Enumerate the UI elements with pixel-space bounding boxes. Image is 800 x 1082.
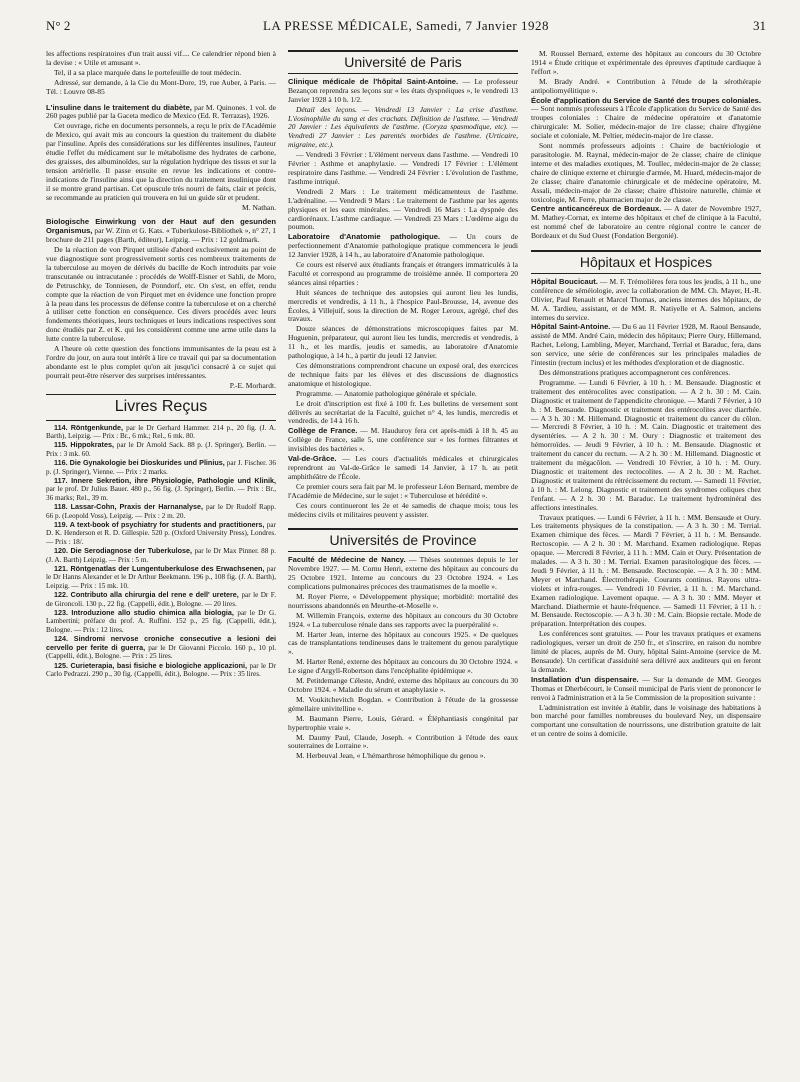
- news-body: Douze séances de démonstrations microscopiques faites par M. Huguenin, préparateur, qui auront lieu les lundis, mercredis et vendredis, à 11 h., et les mardis, jeudis et samedis, au laboratoire d'Anatomie pathologique, à 14 h., à partir du jeudi 12 Janvier.: [288, 324, 518, 361]
- theses-list: [288, 593, 518, 761]
- livres-recus-title: Livres Reçus: [114, 397, 208, 415]
- review-signature: P.-E. Morhardt.: [229, 380, 276, 390]
- book-ref: par le Dr F. de Gironcoli. 130 p., 22 fig. (Cappelli, édit.), Bologne. — 20 lires.: [46, 591, 277, 608]
- book-entry: [46, 441, 276, 458]
- intro-para: les affections respiratoires d'un trait aussi vif.... Ce calendrier répond bien à la devise : « Utile et amusant ».: [46, 49, 276, 67]
- book-ref: par J. Fischer. 36 p. (J. Springer), Vienne. — Prix : 2 marks.: [46, 459, 276, 476]
- book-title: 117. Innere Sekretion, ihre Physiologie, Pathologie und Klinik,: [54, 475, 276, 485]
- universite-paris-title: Université de Paris: [344, 54, 462, 70]
- review-head: par M. Quinones. 1 vol. de 260 pages publié par la Gaceta medico de Mexico (Ed. R. Terrazas), 1926.: [46, 102, 277, 121]
- book-ref: par le Dr G. Lambertini; préface du prof. A. Ruffini. 152 p., 25 fig. (Cappelli, édit.), Bologne. — Prix : 12 lires.: [46, 609, 276, 634]
- review-title: L'insuline dans le traitement du diabète,: [46, 102, 192, 112]
- column-2: [288, 50, 518, 762]
- book-title: 114. Röntgenkunde,: [54, 422, 127, 432]
- book-entry: [46, 521, 276, 546]
- news-body: Programme. — Lundi 6 Février, à 10 h. : M. Bensaude. Diagnostic et traitement des entérocolites avec constipation. — A 2 h. 30 : M. Cain. Diagnostic et traitement de l'appendicite chronique. — Mardi 7 Février, à 10 h. : M. Bensaude. Diagnostic et traitement des entérocolites avec diarrhée. — A 3 h. 30 : M. Hillemand. Diagnostic et traitement du cancer du côlon. — Mercredi 8 Février, à 10 h. : M. Cain. Diagnostic et traitement des dysentéries. — A 2 h. 30 : M. Oury : Diagnostic et traitement des hémorroïdes. — Jeudi 9 Février, à 10 h. : M. Bensaude. Diagnostic et traitement du cancer du rectum. — A 2 h. 30 : M. Hillemand. Diagnostic et traitement du mégacôlon. — Vendredi 10 Février, à 10 h. : M. Oury. Diagnostic et traitement des rectocolites. — A 2 h. 30 : M. Rachet. Diagnostic et traitement du rétrécissement du rectum. — Samedi 11 Février, à 10 h. : M. Lelong. Diagnostic et traitement des syndromes coliques chez l'enfant. — A 2 h. 30 : M. Baraduc. Le traitement hydrominéral des affections intestinales.: [531, 377, 761, 512]
- news-title: Laboratoire d'Anatomie pathologique.: [288, 232, 441, 242]
- review-head: par W. Zinn et G. Kats. « Tuberkulose-Bibliothek », n° 27, 1 brochure de 211 pages (Barth, éditeur), Leipzig. — Prix : 12 goldmark.: [46, 226, 276, 245]
- news-body: — Les cours d'actualités médicales et chirurgicales reprendront au Val-de-Grâce le samedi 14 Janvier, à 17 h. au petit amphithéâtre de l'École.: [288, 454, 518, 481]
- book-entry: [46, 477, 276, 502]
- book-ref: par le Dr Hanns Alexander et le Dr Arthur Beekmann. 196 p., 108 fig. (J. A. Barth), Leipzig. — Prix : 15 mk. 10.: [46, 565, 276, 590]
- news-body: Travaux pratiques. — Lundi 6 Février, à 11 h. : MM. Bensaude et Oury. Les traitements physiques de la constipation. — A 3 h. 30 : M. Terrial. Examen chimique des fèces. — Mardi 7 Février, à 11 h. : M. Bensaude. Rectoscopie. — A 2 h. 30 : M. Marchand. Examen radiologique. Repas opaque. — Mercredi 8 Février, à 11 h. : MM. Cain et Oury. Présentation de malades. — A 3 h. 30 : M. Terrial. Examen parasitologique des fèces. — Jeudi 9 Février, à 11 h. : M. Bensaude. Rectoscopie. — A 3 h. 30 : MM. Meyer et Marchand. Électrothérapie. Courants continus. Rayons ultra-violets et infra-rouges. — Vendredi 10 Février, à 11 h. : M. Marchand. Examen radiologique. Lavement opaque. — A 3 h. 30 : MM. Meyer et Marchand. Diathermie et haute-fréquence. — Samedi 11 Février, à 11 h. : M. Bensaude. Rectoscopie. — A 3 h. 30 : M. Cain. Biopsie rectale. Mode de préparation. Interprétation des coupes.: [531, 512, 761, 629]
- news-item: [288, 78, 518, 105]
- book-ref: par le Dr Arnold Sack. 88 p. (J. Springer), Berlin. — Prix : 3 mk. 60.: [46, 441, 276, 458]
- thesis-entry: M. Willemin François, externe des hôpitaux au concours du 30 Octobre 1924. « La tuberculose rénale dans ses rapports avec la puerpéralité ».: [288, 610, 518, 629]
- book-entry: [46, 609, 276, 634]
- review-title: Biologische Einwirkung von der Haut auf den gesunden Organismus,: [46, 217, 276, 236]
- book-ref: par le Dr Carlo Pedrazzi. 290 p., 30 fig. (Cappelli, édit.), Bologne. — Prix : 35 lires.: [46, 661, 276, 678]
- page-header: [46, 18, 766, 36]
- news-body: Des démonstrations pratiques accompagneront ces conférences.: [539, 368, 731, 377]
- issue-number: N° 2: [46, 18, 71, 33]
- news-body: Ces démonstrations comprendront chacune un exposé oral, des exercices de technique faits par les élèves et des discussions de diagnostics anatomique et histologique.: [288, 361, 518, 388]
- book-list: [46, 424, 276, 679]
- news-body: — Sur la demande de MM. Georges Thomas et Dherbécourt, le Conseil municipal de Paris vient de prononcer le renvoi à l'administration et à la 5e Commission de la proposition suivante :: [531, 674, 761, 702]
- intro-para: Adressé, sur demande, à la Cie du Mont-Dore, 19, rue Auber, à Paris. — Tél. : Louvre 08-85: [46, 77, 276, 96]
- news-body: — Du 6 au 11 Février 1928, M. Raoul Bensaude, assisté de MM. André Cain, médecin des hôpitaux; Pierre Oury, Hillemand, Rachet, Lelong, Lambling, Meyer, Marchand, Terrial et Baraduc, fera, dans son service, une série de conférences sur les principales maladies de l'intestin (rectum inclus) et les méthodes d'exploration et de diagnostic.: [531, 322, 761, 368]
- column-1: [46, 50, 276, 679]
- column-3: [531, 50, 761, 740]
- news-item: [531, 676, 761, 703]
- news-body: — M. Hauduroy fera cet après-midi à 18 h. 45 au Collège de France, salle 5, une conférence sur « les formes filtrantes et invisibles des bactéries ».: [288, 426, 518, 454]
- news-body: Ce cours est réservé aux étudiants français et étrangers immatriculés à la Faculté et correspond au programme de troisième année. Il comportera 20 séances ainsi réparties :: [288, 260, 518, 287]
- intro-para: Tel, il a sa place marquée dans le portefeuille de tout médecin.: [54, 67, 242, 77]
- news-body: Huit séances de technique des autopsies qui auront lieu les lundis, mercredis et vendredis, à 11 h., à l'hospice Paul-Brousse, 14, avenue des Écoles, à Villejuif, sous la direction de M. Roger Leroux, agrégé, chef des travaux.: [288, 287, 518, 324]
- thesis-entry: M. Daumy Paul, Claude, Joseph. « Contribution à l'étude des eaux souterraines de Lorraine ».: [288, 732, 518, 751]
- news-body: M. Roussel Bernard, externe des hôpitaux au concours du 30 Octobre 1914 « Étude critique et expérimentale des épreuves d'aptitude cardiaque à l'effort ».: [531, 49, 761, 76]
- news-title: Centre anticancéreux de Bordeaux.: [531, 204, 662, 214]
- book-entry: [46, 459, 276, 476]
- news-title: Installation d'un dispensaire.: [531, 674, 639, 684]
- news-title: Faculté de Médecine de Nancy.: [288, 555, 406, 565]
- news-title: Hôpital Boucicaut.: [531, 276, 598, 286]
- review-body: De la réaction de von Pirquet utilisée d'abord exclusivement au point de vue diagnostique sont progressivement sortis ces nombreux traitements de la tuberculose au moyen de dérivés du bacille de Koch introduits par voie transcutanée ou intracutanée : procédés de Wolff-Eisner et Sahli, de Moro, de Petruschky, de Tonniesen, de Ponndorf, etc. On s'est, en effet, rendu compte que la réaction de von Pirquet met en évidence une fonction propre à la peau dans les processus de défense contre la tuberculose et on a cherché à utiliser cette fonction en conséquence. Ces divers procédés avec leurs fondements théoriques, leurs techniques et leurs indications respectives sont donc étudiés par Z. et K. qui les considèrent comme une arme utile dans la lutte contre la tuberculose.: [46, 245, 276, 344]
- book-entry: [46, 424, 276, 441]
- news-detail: Vendredi 2 Mars : Le traitement médicamenteux de l'asthme. L'adrénaline. — Vendredi 9 Mars : Le traitement de l'asthme par les agents physiques et les eaux minérales. — Vendredi 16 Mars : La dyspnée des cardiorénaux. L'asthme cardiaque. — Vendredi 23 Mars : L'œdème aigu du poumon.: [288, 186, 518, 232]
- news-detail: — Vendredi 3 Février : L'élément nerveux dans l'asthme. — Vendredi 10 Février : Asthme et anaphylaxie. — Vendredi 17 Février : L'élément respiratoire dans l'asthme. — Vendredi 24 Février : L'évolution de l'asthme, l'asthme intriqué.: [288, 150, 518, 186]
- book-ref: par le Dr Giovanni Piccolo. 160 p., 10 pl. (Cappelli, édit.), Bologne. — Prix : 25 lires.: [46, 643, 276, 661]
- review-signature: M. Nathan.: [242, 202, 276, 212]
- news-title: Val-de-Grâce.: [288, 454, 337, 464]
- divider: [46, 420, 276, 421]
- book-title: 120. Die Serodiagnose der Tuberkulose,: [54, 546, 195, 556]
- news-title: Hôpital Saint-Antoine.: [531, 322, 611, 332]
- thesis-entry: M. Voukitchevitch Bogdan. « Contribution à l'étude de la grossesse gémellaire univitelline ».: [288, 694, 518, 713]
- news-body: — Thèses soutenues depuis le 1er Novembre 1927. — M. Cornu Henri, externe des hôpitaux au concours du 25 Octobre 1921. Interne au concours du 23 Octobre 1924. « Les complications pulmonaires précoces des traumatismes de la moelle ».: [288, 555, 519, 592]
- news-body: Ce premier cours sera fait par M. le professeur Léon Bernard, membre de l'Académie de Médecine, sur le sujet : « Tuberculose et hérédité ».: [288, 481, 518, 500]
- book-entry: [46, 547, 276, 564]
- news-body: Programme. — Anatomie pathologique générale et spéciale.: [296, 388, 477, 398]
- thesis-entry: M. Harter René, externe des hôpitaux au concours du 30 Octobre 1924. « Le signe d'Argyll-Robertson dans l'encéphalite épidémique ».: [288, 657, 518, 676]
- review-body: A l'heure où cette question des fonctions immunisantes de la peau est à l'ordre du jour, on aura tout intérêt à lire ce travail qui par sa documentation abondante est le plus complet qu'on ait jusqu'ici consacré à ce sujet qui pourrait peut-être réserver des surprises intéressantes.: [46, 344, 276, 380]
- news-body: M. Brady André. « Contribution à l'étude de la sérothérapie antipoliomyélitique ».: [531, 76, 761, 95]
- news-title: Clinique médicale de l'hôpital Saint-Antoine.: [288, 76, 459, 86]
- news-item: [288, 556, 518, 592]
- book-ref: par le Dr Max Pinner. 88 p. (J. A. Barth) Leipzig. — Prix : 5 m.: [46, 547, 276, 564]
- thesis-entry: M. Baumann Pierre, Louis, Gérard. « Éléphantiasis congénital par hypertrophie vraie ».: [288, 713, 518, 732]
- universites-province-title: Universités de Province: [329, 532, 477, 549]
- book-entry: [46, 662, 276, 679]
- book-title: 116. Die Gynakologie bei Dioskurides und Plinius,: [54, 458, 227, 468]
- news-item: [288, 455, 518, 482]
- review-body: Cet ouvrage, riche en documents personnels, a reçu le prix de l'Académie de Mexico, qui avait mis au concours la question du traitement du diabète par l'insuline. Après des considérations sur les différentes insulines, l'auteur étudie l'effet du médicament sur le métabolisme des hydrates de carbone, des graisses, des albuminoïdes, sur la régulation hydrique des tissus et sur la tension artérielle. Il passe ensuite en revue les indications et contre-indications de l'insuline ainsi que la direction du traitement insulinique dont il se montre grand partisan. Cet opuscule très nourri de faits, clair et précis, se recommande au praticien qui trouvera en lui un guide sûr et prudent.: [46, 121, 276, 202]
- book-entry: [46, 565, 276, 590]
- news-body: — A dater de Novembre 1927, M. Mathey-Cornat, ex interne des hôpitaux et chef de clinique à la Faculté, est nommé chef de laboratoire au centre régional contre le cancer de Bordeaux et du Sud Ouest (Fondation Bergonié).: [531, 204, 762, 241]
- book-title: 124. Sindromi nervose croniche consecutive a lesioni dei cervello per ferite di guerra,: [46, 634, 276, 652]
- thesis-entry: M. Harter Jean, interne des hôpitaux au concours 1925. « De quelques cas de transplantations tendineuses dans le traitement du genou paralytique ».: [288, 629, 518, 657]
- section-header-box: [288, 528, 518, 552]
- news-body: L'administration est invitée à établir, dans le voisinage des habitations à bon marché pour familles nombreuses du boulevard Ney, un dispensaire comportant une consultation de nourrissons, une distribution gratuite de lait et un centre de soins à domicile.: [531, 702, 761, 739]
- divider: [46, 394, 276, 395]
- news-body: Ces cours continueront les 2e et 4e samedis de chaque mois; tous les médecins civils et militaires peuvent y assister.: [288, 500, 518, 519]
- news-body: Les conférences sont gratuites. — Pour les travaux pratiques et examens radiologiques, verser un droit de 250 fr., et s'inscrire, en raison du nombre limité de places, auprès de M. Oury, hôpital Saint-Antoine (service de M. Bensaude). Un certificat d'assiduité sera délivré aux auditeurs qui en feront la demande.: [531, 629, 761, 674]
- review-biologische: [46, 218, 276, 245]
- thesis-entry: M. Petitdemange Céleste, André, externe des hôpitaux au concours du 30 Octobre 1924. « Maladie du sérum et anaphylaxie ».: [288, 676, 518, 694]
- news-body: Le droit d'inscription est fixé à 100 fr. Les bulletins de versement sont délivrés au secrétariat de la Faculté, guichet n° 4, les lundis, mercredis et vendredis, de 14 à 16 h.: [288, 398, 518, 426]
- news-body: — Sont nommés professeurs à l'École d'application du Service de Santé des troupes coloniales : Chaire de médecine opératoire et d'anatomie chirurgicale: M. Solier, médecin-major de 1re classe; chaire d'hygiène sociale et coloniale, M. Peltier, médecin-major de 1re classe.: [531, 104, 761, 141]
- book-title: 118. Lassar-Cohn, Praxis der Harnanalyse,: [54, 502, 206, 512]
- book-title: 122. Contributo alla chirurgia del rene e dell' uretere,: [54, 590, 242, 600]
- news-item: [531, 97, 761, 142]
- page-number: 31: [753, 18, 766, 33]
- thesis-entry: M. Herbeuval Jean, « L'hémarthrose hémophilique du genou ».: [296, 751, 486, 761]
- thesis-entry: M. Royer Pierre, « Développement physique; morbidité: mortalité des nourrissons abandonnés en Meurthe-et-Moselle ».: [288, 591, 518, 610]
- book-ref: par le Dr Rudolf Rapp. 66 p. (Leopold Voss), Leipzig. — Prix : 2 m. 20.: [46, 503, 276, 520]
- book-entry: [46, 591, 276, 608]
- news-body: — Le professeur Bezançon reprendra ses leçons sur « les états dyspnéiques », le vendredi 13 Janvier 1928 à 10 h. 1/2.: [288, 76, 518, 104]
- book-ref: par le Dr Gerhard Hammer. 214 p., 20 fig. (J. A. Barth), Leipzig. — Prix : Br., 6 mk.; Rel., 6 mk. 80.: [46, 423, 276, 440]
- hopitaux-title: Hôpitaux et Hospices: [579, 254, 713, 271]
- news-body: — Un cours de perfectionnement d'Anatomie pathologique pratique commencera le jeudi 12 Janvier 1928, à 14 h., au laboratoire d'Anatomie pathologique.: [288, 232, 519, 260]
- news-title: École d'application du Service de Santé des troupes coloniales.: [531, 95, 761, 105]
- journal-title: LA PRESSE MÉDICALE, Samedi, 7 Janvier 1928: [262, 18, 550, 33]
- news-item: [288, 233, 518, 260]
- section-header-box: [531, 250, 761, 274]
- book-title: 123. Introduzione allo studio chimica alla biologia,: [54, 608, 238, 618]
- news-item: [531, 323, 761, 368]
- news-item: [531, 278, 761, 323]
- section-header-box: [288, 50, 518, 74]
- news-item: [288, 427, 518, 454]
- news-body: Sont nommés professeurs adjoints : Chaire de bactériologie et parasitologie. M. Raynal, médecin-major de 2e classe; chaire de clinique interne et des maladies exotiques, M. Toullec, médecin-major de 2e classe; chaire de clinique externe et chirurgie d'armée, M. Huard, médecin-major de 2e classe; chaire d'anatomie chirurgicale et de médecine opératoire, M. Assali, médecin-major de 2e classe; chaire d'histoire naturelle, chimie et toxicologie, M. Ferre, pharmacien major de 2e classe.: [531, 141, 761, 204]
- book-entry: [46, 503, 276, 520]
- book-title: 125. Curieterapia, basi fisiche e biologiche applicazioni,: [54, 660, 250, 670]
- book-ref: par le prof. Dr Julius Bauer. 480 p., 56 fig. (J. Springer), Berlin. — Prix : Br., 36 marks; Rel., 39 m.: [46, 485, 276, 502]
- book-title: 115. Hippokrates,: [54, 440, 117, 450]
- news-item: [531, 205, 761, 241]
- book-title: 119. A text-book of psychiatry for students and practitioners,: [54, 520, 267, 529]
- news-title: Collège de France.: [288, 426, 358, 436]
- book-title: 121. Röntgenatlas der Lungentuberkulose des Erwachsenen,: [54, 564, 267, 574]
- book-entry: [46, 635, 276, 660]
- news-body: — M. F. Trémolières fera tous les jeudis, à 11 h., une conférence de séméiologie, avec la collaboration de MM. Ch. Mayer, H.-R. Olivier, Paul Renault et Marcel Thomas, anciens internes des hôpitaux, de M. A. Tardieu, assistant, et de MM. R. Natiyelle et A. Salmon, anciens internes du service.: [531, 276, 761, 322]
- news-detail: Détail des leçons. — Vendredi 13 Janvier : La crise d'asthme. L'éosinophilie du sang et des crachats. Définition de l'asthme. — Vendredi 20 Janvier : Les équivalents de l'asthme. (Coryza spasmodique, etc). — Vendredi 27 Janvier : Les parentés morbides de l'asthme. (Urticaire, migraine, etc.).: [288, 104, 518, 150]
- book-ref: par D. K. Henderson et R. D. Gillespie. 520 p. (Oxford University Press), Londres. — Prix : 18/.: [46, 521, 276, 546]
- review-insuline: [46, 104, 276, 122]
